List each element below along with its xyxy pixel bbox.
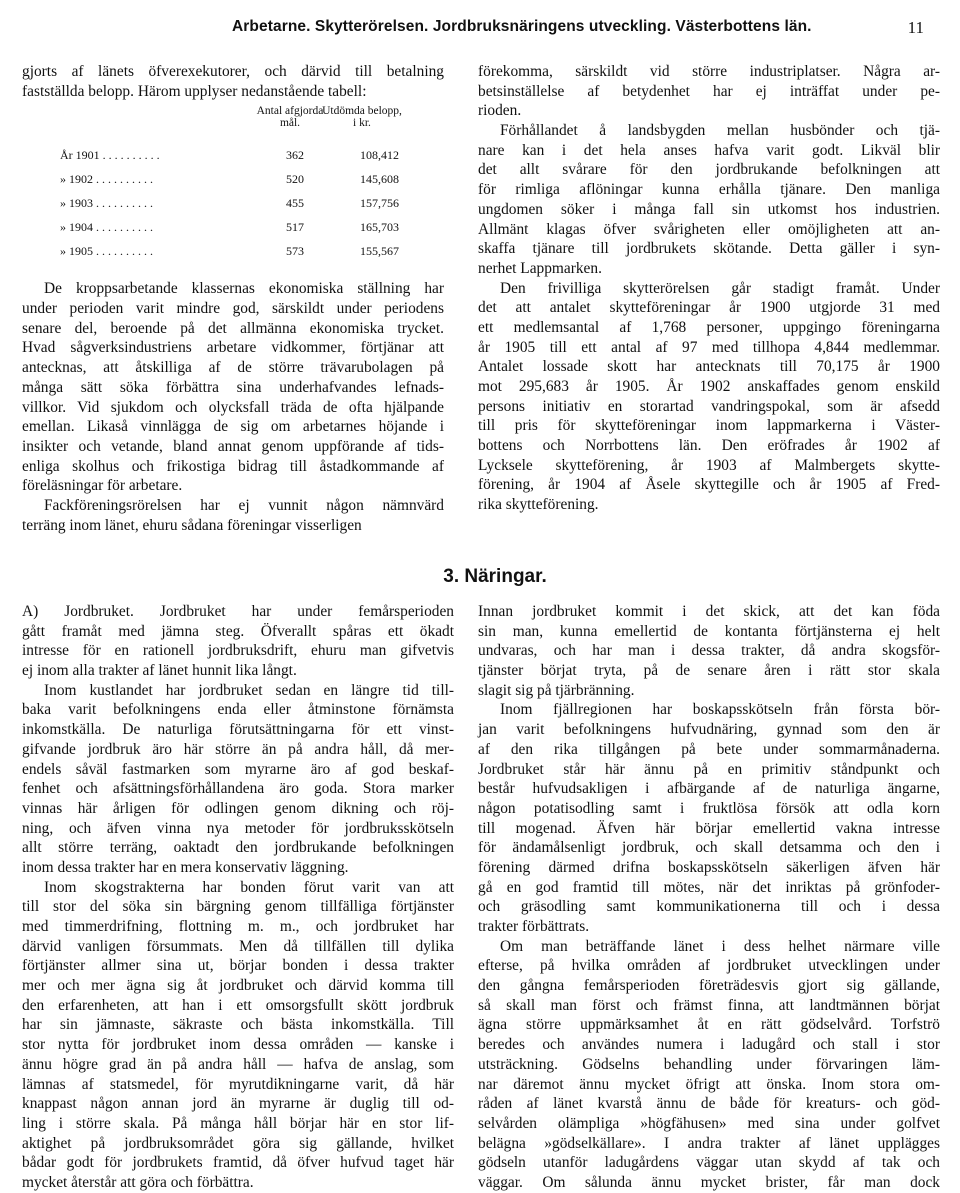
section-heading-text: 3. Näringar.: [443, 566, 547, 587]
text-line: år 1905 till ett antal af 97 med tillhopa 4,844 medlemmar.: [478, 338, 940, 356]
text-line: till stor del söka sin bärgning genom tillfälliga förtjänster: [22, 898, 454, 916]
text-line: gjorts af länets öfverexekutorer, och därvid till betalning: [22, 63, 444, 80]
text-line: därvid vanligen försummats. Men då tillfällen till dylika: [22, 937, 454, 955]
text-line: Hvad sågverksindustriens arbetare vidkommer, förtjänar att: [22, 339, 444, 357]
text-line: gått framåt med jämna steg. Öfverallt spåras ett ökadt: [22, 622, 454, 640]
table-amount: 165,703: [360, 220, 399, 235]
page-number: 11: [907, 18, 924, 37]
text-line: endels såväl fastmarken som myrarne äro af god beskaf-: [22, 760, 454, 778]
text-line: ägna större uppmärksamhet åt en rätt gödselvård. Torfströ: [478, 1016, 940, 1034]
table-header-count: Antal afgjorda mål.: [256, 105, 324, 130]
text-line: skaffa tjänare till jordbrukets skötande. Detta gäller i syn-: [478, 240, 940, 258]
text-line: någon potatisodling samt i fruktlösa försök att odla korn: [478, 799, 940, 817]
text-line: nare kan i det hela anses hafva varit godt. Likväl blir: [478, 141, 940, 159]
text-line: gå en god framtid till mötes, när det inriktas på grönfoder-: [478, 878, 940, 896]
table-row: [60, 147, 444, 164]
text-line: fenhet och afsättningsförhållandena äro goda. Stora marker: [22, 780, 454, 798]
text-line: antecknas, att åtskilliga af de större trävarubolagen på: [22, 359, 444, 377]
text-line: allt större terräng, oaktadt den jordbrukande befolkningen: [22, 839, 454, 857]
text-line: tjänster börjat tryta, på de senare åren i rätt stor skala: [478, 662, 940, 680]
text-line: belägna »gödselkällare». I andra trakter af länet upplägges: [478, 1134, 940, 1152]
text-line: förekomma, särskildt vid större industriplatser. Några ar-: [478, 63, 940, 80]
text-line: Allmänt klagas öfver svårigheten eller omöjligheten att an-: [478, 220, 940, 238]
text-line: Innan jordbruket kommit i det skick, att det kan föda: [478, 603, 940, 620]
text-line: rioden.: [478, 102, 522, 120]
text-line: inkomstkälla. De naturliga förutsättningarna för ett vinst-: [22, 721, 454, 739]
text-line: persons initiativ en storartad vandringspokal, som är afsedd: [478, 397, 940, 415]
text-line: inom dessa trakter har en mera konservativ läggning.: [22, 858, 349, 876]
text-line: stor nytta för jordbruket inom dessa områden — kanske i: [22, 1036, 454, 1054]
text-line: gifvande jordbruk äro här större än på andra håll, då mer-: [22, 740, 454, 758]
table-row: [60, 195, 444, 212]
agriculture-paragraphs: [22, 602, 454, 1193]
table-year: » 1902 . . . . . . . . . .: [60, 172, 153, 187]
top-right-column: [478, 62, 940, 515]
text-line: selvården olämpliga »högfähusen» med sina under golfvet: [478, 1114, 940, 1132]
text-line: slagit sig på tjärbränning.: [478, 681, 635, 699]
table-row: [60, 219, 444, 236]
text-line: förtjänster allmer sina ut, börjar bonden i dessa trakter: [22, 957, 454, 975]
text-line: aktighet på jordbruksområdet göra sig gällande, hvilket: [22, 1134, 454, 1152]
text-line: ej inom alla trakter af länet hunnit lika långt.: [22, 662, 297, 680]
text-line: betsinställelse af betydenhet har ej inträffat under pe-: [478, 82, 940, 100]
section-heading: [0, 566, 960, 588]
text-line: Antalet lossade skott har antecknats till 70,175 år 1900: [478, 358, 940, 376]
text-line: emellan. Likaså vinnlägga de sig om arbetarnes höjande i: [22, 418, 444, 436]
text-line: insikter och vetande, bland annat genom uppförande af tids-: [22, 437, 444, 455]
table-count: 362: [286, 148, 304, 163]
table-year: År 1901 . . . . . . . . . .: [60, 148, 160, 163]
text-line: fastställda belopp. Härom upplyser nedanstående tabell:: [22, 82, 367, 100]
text-line: nar däremot ännu mycket öfrigt att önska. Inom stora om-: [478, 1075, 940, 1093]
table-row: [60, 171, 444, 188]
text-line: till mogenad. Äfven här börjar emellertid vakna intresse: [478, 819, 940, 837]
text-line: intresse för en rationell jordbruksdrift, ehuru man gifvetvis: [22, 642, 454, 660]
text-line: terräng inom länet, ehuru sådana föreningar visserligen: [22, 516, 362, 534]
text-line: Inom kustlandet har jordbruket sedan en längre tid till-: [44, 681, 454, 699]
text-line: ett medlemsantal af 1,768 personer, uppgingo föreningarna: [478, 318, 940, 336]
text-line: det allt svårare för den jordbrukande befolkningen att: [478, 161, 940, 179]
bottom-left-column: [22, 602, 454, 1193]
text-line: A) Jordbruket. Jordbruket har under femårsperioden: [22, 603, 454, 620]
agriculture-paragraphs-cont: [478, 602, 940, 1193]
text-line: så skall man först och främst finna, att landtmännen börjat: [478, 996, 940, 1014]
text-line: villkor. Vid sjukdom och olycksfall träda de ofta hjälpande: [22, 398, 444, 416]
table-amount: 145,608: [360, 172, 399, 187]
text-line: med timmerdrifning, flottning m. m., och jordbruket har: [22, 918, 454, 935]
text-line: utsträckning. Gödselns behandling under förvaringen läm-: [478, 1055, 940, 1073]
text-line: den gångna femårsperioden företrädesvis gjort sig gällande,: [478, 977, 940, 995]
table-amount: 157,756: [360, 196, 399, 211]
text-line: och gräsodling samt kommunikationerna till och i dessa: [478, 898, 940, 916]
table-header-amount: Utdömda belopp, i kr.: [322, 105, 402, 130]
table-amount: 108,412: [360, 148, 399, 163]
text-line: den erfarenheten, att han i ett omsorgsfullt skött jordbruk: [22, 996, 454, 1014]
running-title: Arbetarne. Skytterörelsen. Jordbruksnäringens utveckling. Västerbottens län.: [232, 18, 812, 35]
text-line: ling i större skala. På många håll börjar här en stor lif-: [22, 1114, 454, 1132]
text-line: jan varit befolkningens hufvudnäring, gynnad som den är: [478, 721, 940, 739]
text-line: ning, och äfven vinna nya metoder för jordbruksskötseln: [22, 819, 454, 837]
workers-paragraphs: [22, 279, 444, 535]
table-year: » 1905 . . . . . . . . . .: [60, 244, 153, 259]
text-line: undvaras, och har man i dessa trakter, då andra skogsför-: [478, 642, 940, 660]
text-line: baka varit befolkningens enda eller åtminstone förnämsta: [22, 701, 454, 719]
top-left-column: [22, 62, 444, 535]
text-line: bottens och Norrbottens län. Den eröfrades år 1902 af: [478, 437, 940, 455]
text-line: det att antalet skytteföreningar år 1900 utgjorde 31 med: [478, 299, 940, 317]
text-line: ännu högre grad än på andra håll — hafva de anslag, som: [22, 1055, 454, 1073]
text-line: Inom fjällregionen har boskapsskötseln från första bör-: [500, 701, 940, 719]
text-line: förening därmed drifna boskapsskötseln säkerligen äfven här: [478, 858, 940, 876]
table-count: 520: [286, 172, 304, 187]
table-count: 455: [286, 196, 304, 211]
text-line: lämnas af statsmedel, för myrutdikningarne varit, då här: [22, 1075, 454, 1093]
text-line: knappast någon annan jord än myrarne är duglig till od-: [22, 1095, 454, 1113]
table-count: 573: [286, 244, 304, 259]
text-line: vinnas här årligen för odlingen genom dikning och röj-: [22, 799, 454, 817]
table-year: » 1904 . . . . . . . . . .: [60, 220, 153, 235]
text-line: trakter förbättrats.: [478, 918, 590, 935]
text-line: enliga skolhus och frikostiga bidrag till åstadkommande af: [22, 457, 444, 475]
text-line: nerhet Lappmarken.: [478, 259, 602, 277]
text-line: består hufvudsakligen i afbärgande af de naturliga ängarne,: [478, 780, 940, 798]
table-year: » 1903 . . . . . . . . . .: [60, 196, 153, 211]
text-line: många sätt söka förbättra sina underhafvandes lefnads-: [22, 378, 444, 396]
text-line: mer och mer ägna sig åt jordbruket och därvid komma till: [22, 977, 454, 995]
text-line: Fackföreningsrörelsen har ej vunnit någon nämnvärd: [44, 496, 444, 514]
text-line: för rimliga aflöningar kunna erhålla tjänare. Den manliga: [478, 181, 940, 199]
text-line: beredes och användes numera i ladugård och stall i stor: [478, 1036, 940, 1054]
text-line: efterse, på hvilka områden af jordbruket utvecklingen under: [478, 957, 940, 975]
text-line: Inom skogstrakterna har bonden förut varit van att: [44, 878, 454, 896]
text-line: Lycksele skytteförening, år 1903 af Malmbergets skytte-: [478, 456, 940, 474]
text-line: bådar godt för jordbrukets framtid, då öfver hufvud taget här: [22, 1154, 454, 1172]
text-line: under perioden varit mindre god, särskildt under periodens: [22, 300, 444, 318]
table-count: 517: [286, 220, 304, 235]
text-line: mycket återstår att göra och förbättra.: [22, 1173, 254, 1191]
text-line: förening, år 1904 af Åsele skyttegille och år 1905 af Fred-: [478, 476, 940, 494]
rifle-movement-paragraphs: [478, 62, 940, 515]
text-line: mot 295,683 år 1905. År 1902 anskaffades genom enskild: [478, 378, 940, 395]
text-line: ungdomen söker i många fall sin utkomst hos industrien.: [478, 200, 940, 218]
text-line: Den frivilliga skytterörelsen går stadigt framåt. Under: [500, 279, 940, 297]
text-line: Jordbruket står här ännu på en primitiv ståndpunkt och: [478, 760, 940, 778]
text-line: har sin jämnaste, säkraste och bästa inkomstkälla. Till: [22, 1016, 454, 1034]
court-cases-table: [22, 105, 444, 275]
text-line: senare del, beroende på det allmänna ekonomiska trycket.: [22, 319, 444, 337]
table-amount: 155,567: [360, 244, 399, 259]
table-row: [60, 243, 444, 260]
bottom-right-column: [478, 602, 940, 1193]
text-line: föreläsningar för arbetare.: [22, 477, 183, 495]
text-line: Förhållandet å landsbygden mellan husbönder och tjä-: [500, 122, 940, 140]
text-line: till pris för skytteföreningar inom lappmarkerna i Väster-: [478, 417, 940, 435]
text-line: gödseln utanför ladugårdens väggar utan skydd af tak och: [478, 1154, 940, 1172]
text-line: De kroppsarbetande klassernas ekonomiska ställning har: [44, 280, 444, 298]
text-line: af den rika tillgången på bete under sommarmånaderna.: [478, 740, 940, 758]
text-line: råden af länet kvarstå ännu de både för kreaturs- och göd-: [478, 1095, 940, 1113]
text-line: rika skytteförening.: [478, 496, 599, 514]
text-line: sin man, kunna emellertid de kontanta förtjänsterna ej helt: [478, 622, 940, 640]
text-line: för ändamålsenligt jordbruk, och skall detsamma och den i: [478, 839, 940, 857]
text-line: väggar. Om sålunda ännu mycket brister, får man dock: [478, 1173, 940, 1191]
running-header: [232, 18, 942, 42]
text-line: Om man beträffande länet i dess helhet närmare ville: [500, 937, 940, 955]
